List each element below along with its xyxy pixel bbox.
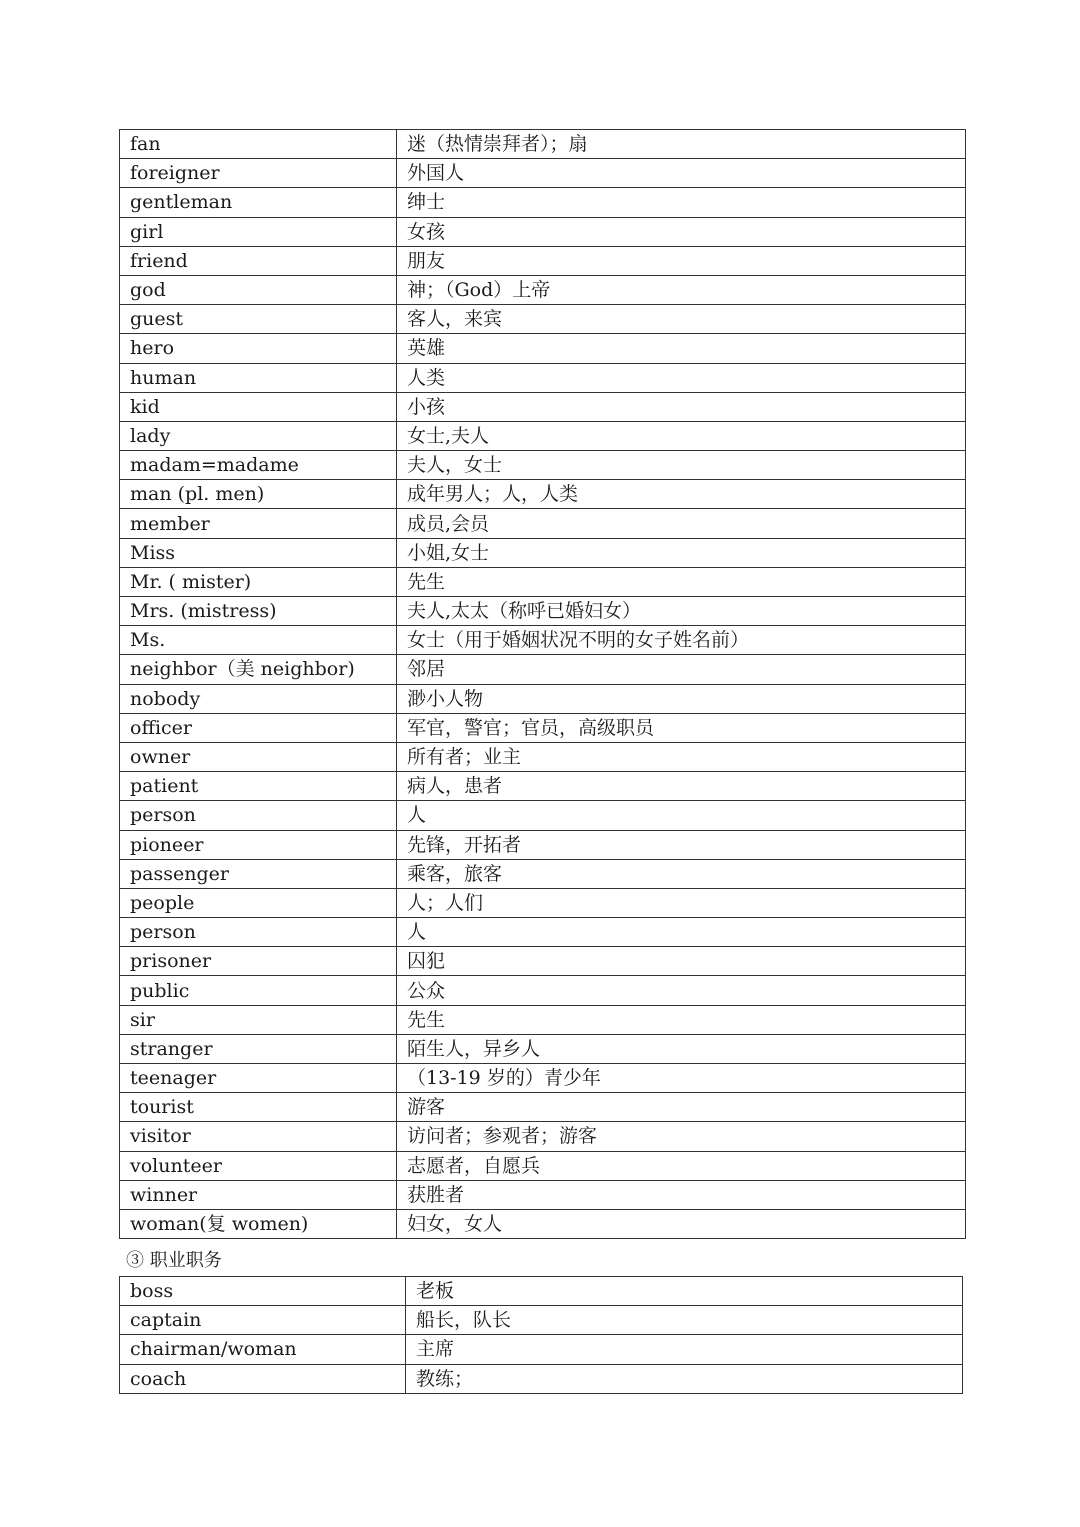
chinese-meaning: 外国人 (397, 159, 966, 188)
table-row (120, 1364, 963, 1393)
table-row (120, 888, 966, 917)
english-word: man (pl. men) (120, 480, 397, 509)
english-word: madam=madame (120, 451, 397, 480)
english-word: captain (120, 1306, 406, 1335)
section-heading-occupations: ③ 职业职务 (126, 1250, 222, 1271)
english-word: teenager (120, 1064, 397, 1093)
english-word: tourist (120, 1093, 397, 1122)
chinese-meaning: 所有者；业主 (397, 742, 966, 771)
vocabulary-table-body (120, 130, 966, 1239)
table-row (120, 655, 966, 684)
table-row (120, 305, 966, 334)
english-word: hero (120, 334, 397, 363)
vocabulary-table-occupations (119, 1276, 963, 1394)
table-row (120, 1122, 966, 1151)
chinese-meaning: 成员,会员 (397, 509, 966, 538)
table-row (120, 1151, 966, 1180)
chinese-meaning: 获胜者 (397, 1180, 966, 1209)
english-word: coach (120, 1364, 406, 1393)
table-row (120, 1005, 966, 1034)
chinese-meaning: 公众 (397, 976, 966, 1005)
table-row (120, 392, 966, 421)
table-row (120, 538, 966, 567)
table-row (120, 130, 966, 159)
english-word: owner (120, 742, 397, 771)
chinese-meaning: 先锋，开拓者 (397, 830, 966, 859)
chinese-meaning: 小姐,女士 (397, 538, 966, 567)
chinese-meaning: 囚犯 (397, 947, 966, 976)
chinese-meaning: 志愿者，自愿兵 (397, 1151, 966, 1180)
chinese-meaning: 英雄 (397, 334, 966, 363)
chinese-meaning: 先生 (397, 567, 966, 596)
table-row (120, 713, 966, 742)
english-word: stranger (120, 1034, 397, 1063)
english-word: human (120, 363, 397, 392)
table-row (120, 976, 966, 1005)
chinese-meaning: 游客 (397, 1093, 966, 1122)
table-row (120, 246, 966, 275)
table-row (120, 480, 966, 509)
chinese-meaning: 绅士 (397, 188, 966, 217)
english-word: nobody (120, 684, 397, 713)
english-word: kid (120, 392, 397, 421)
chinese-meaning: 女孩 (397, 217, 966, 246)
chinese-meaning: 教练； (406, 1364, 963, 1393)
english-word: people (120, 888, 397, 917)
chinese-meaning: 神；（God）上帝 (397, 275, 966, 304)
chinese-meaning: 邻居 (397, 655, 966, 684)
table-row (120, 451, 966, 480)
table-row (120, 947, 966, 976)
table-row (120, 334, 966, 363)
english-word: officer (120, 713, 397, 742)
chinese-meaning: 船长，队长 (406, 1306, 963, 1335)
english-word: friend (120, 246, 397, 275)
table-row (120, 830, 966, 859)
chinese-meaning: 客人，来宾 (397, 305, 966, 334)
table-row (120, 1209, 966, 1238)
vocabulary-table-body (120, 1277, 963, 1394)
chinese-meaning: 人 (397, 918, 966, 947)
table-row (120, 918, 966, 947)
chinese-meaning: 女士,夫人 (397, 421, 966, 450)
chinese-meaning: 女士（用于婚姻状况不明的女子姓名前） (397, 626, 966, 655)
english-word: boss (120, 1277, 406, 1306)
chinese-meaning: 先生 (397, 1005, 966, 1034)
english-word: Mrs. (mistress) (120, 597, 397, 626)
english-word: foreigner (120, 159, 397, 188)
english-word: gentleman (120, 188, 397, 217)
table-row (120, 159, 966, 188)
chinese-meaning: 主席 (406, 1335, 963, 1364)
english-word: lady (120, 421, 397, 450)
chinese-meaning: 乘客，旅客 (397, 859, 966, 888)
english-word: member (120, 509, 397, 538)
english-word: person (120, 801, 397, 830)
table-row (120, 801, 966, 830)
chinese-meaning: 访问者；参观者；游客 (397, 1122, 966, 1151)
table-row (120, 1335, 963, 1364)
table-row (120, 421, 966, 450)
english-word: passenger (120, 859, 397, 888)
table-row (120, 684, 966, 713)
table-row (120, 1277, 963, 1306)
english-word: public (120, 976, 397, 1005)
table-row (120, 1064, 966, 1093)
chinese-meaning: 小孩 (397, 392, 966, 421)
english-word: neighbor（美 neighbor) (120, 655, 397, 684)
table-row (120, 742, 966, 771)
table-row (120, 859, 966, 888)
english-word: chairman/woman (120, 1335, 406, 1364)
chinese-meaning: （13-19 岁的）青少年 (397, 1064, 966, 1093)
chinese-meaning: 人；人们 (397, 888, 966, 917)
english-word: visitor (120, 1122, 397, 1151)
chinese-meaning: 夫人,太太（称呼已婚妇女） (397, 597, 966, 626)
english-word: girl (120, 217, 397, 246)
table-row (120, 1034, 966, 1063)
english-word: guest (120, 305, 397, 334)
chinese-meaning: 妇女，女人 (397, 1209, 966, 1238)
table-row (120, 626, 966, 655)
english-word: woman(复 women) (120, 1209, 397, 1238)
table-row (120, 188, 966, 217)
chinese-meaning: 病人，患者 (397, 772, 966, 801)
english-word: fan (120, 130, 397, 159)
table-row (120, 217, 966, 246)
english-word: pioneer (120, 830, 397, 859)
table-row (120, 509, 966, 538)
english-word: person (120, 918, 397, 947)
english-word: Ms. (120, 626, 397, 655)
table-row (120, 597, 966, 626)
english-word: sir (120, 1005, 397, 1034)
chinese-meaning: 渺小人物 (397, 684, 966, 713)
table-row (120, 275, 966, 304)
table-row (120, 567, 966, 596)
english-word: Miss (120, 538, 397, 567)
chinese-meaning: 朋友 (397, 246, 966, 275)
table-row (120, 1180, 966, 1209)
chinese-meaning: 人类 (397, 363, 966, 392)
english-word: winner (120, 1180, 397, 1209)
english-word: Mr. ( mister) (120, 567, 397, 596)
chinese-meaning: 夫人，女士 (397, 451, 966, 480)
chinese-meaning: 迷（热情崇拜者）；扇 (397, 130, 966, 159)
english-word: prisoner (120, 947, 397, 976)
chinese-meaning: 成年男人；人，人类 (397, 480, 966, 509)
vocabulary-table-people (119, 129, 966, 1239)
chinese-meaning: 军官，警官；官员，高级职员 (397, 713, 966, 742)
table-row (120, 1093, 966, 1122)
chinese-meaning: 人 (397, 801, 966, 830)
english-word: god (120, 275, 397, 304)
table-row (120, 772, 966, 801)
english-word: volunteer (120, 1151, 397, 1180)
chinese-meaning: 老板 (406, 1277, 963, 1306)
table-row (120, 363, 966, 392)
english-word: patient (120, 772, 397, 801)
table-row (120, 1306, 963, 1335)
chinese-meaning: 陌生人，异乡人 (397, 1034, 966, 1063)
